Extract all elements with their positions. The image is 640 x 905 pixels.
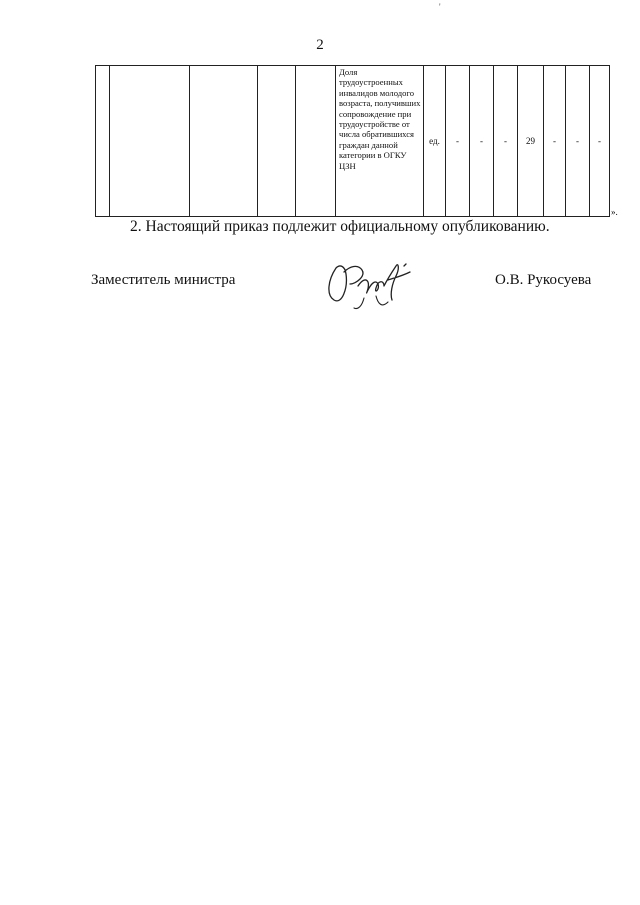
table-cell-empty [110, 66, 190, 217]
indicator-value: - [470, 66, 494, 217]
table-cell-empty [96, 66, 110, 217]
indicator-value: - [590, 66, 610, 217]
signatory-name: О.В. Рукосуева [495, 272, 592, 288]
indicator-value: 29 [518, 66, 544, 217]
indicator-value: - [446, 66, 470, 217]
indicator-value: - [544, 66, 566, 217]
indicator-value: - [494, 66, 518, 217]
indicator-description: Доля трудоустроенных инвалидов молодого возраста, получивших сопровождение при трудоустройстве от числа обратившихся граждан данной категории в ОГКУ ЦЗН [336, 66, 424, 217]
signatory-title: Заместитель министра [91, 272, 236, 288]
table-cell-empty [190, 66, 258, 217]
closing-quote: ». [611, 207, 618, 217]
indicator-unit: ед. [424, 66, 446, 217]
table-cell-empty [296, 66, 336, 217]
page-number: 2 [316, 37, 324, 53]
stray-mark: ' [439, 2, 441, 12]
indicator-value: - [566, 66, 590, 217]
indicators-table [95, 65, 610, 217]
table-row [96, 66, 610, 217]
publication-paragraph: 2. Настоящий приказ подлежит официальному опубликованию. [130, 218, 550, 235]
table-cell-empty [258, 66, 296, 217]
handwritten-signature-icon [318, 250, 418, 315]
